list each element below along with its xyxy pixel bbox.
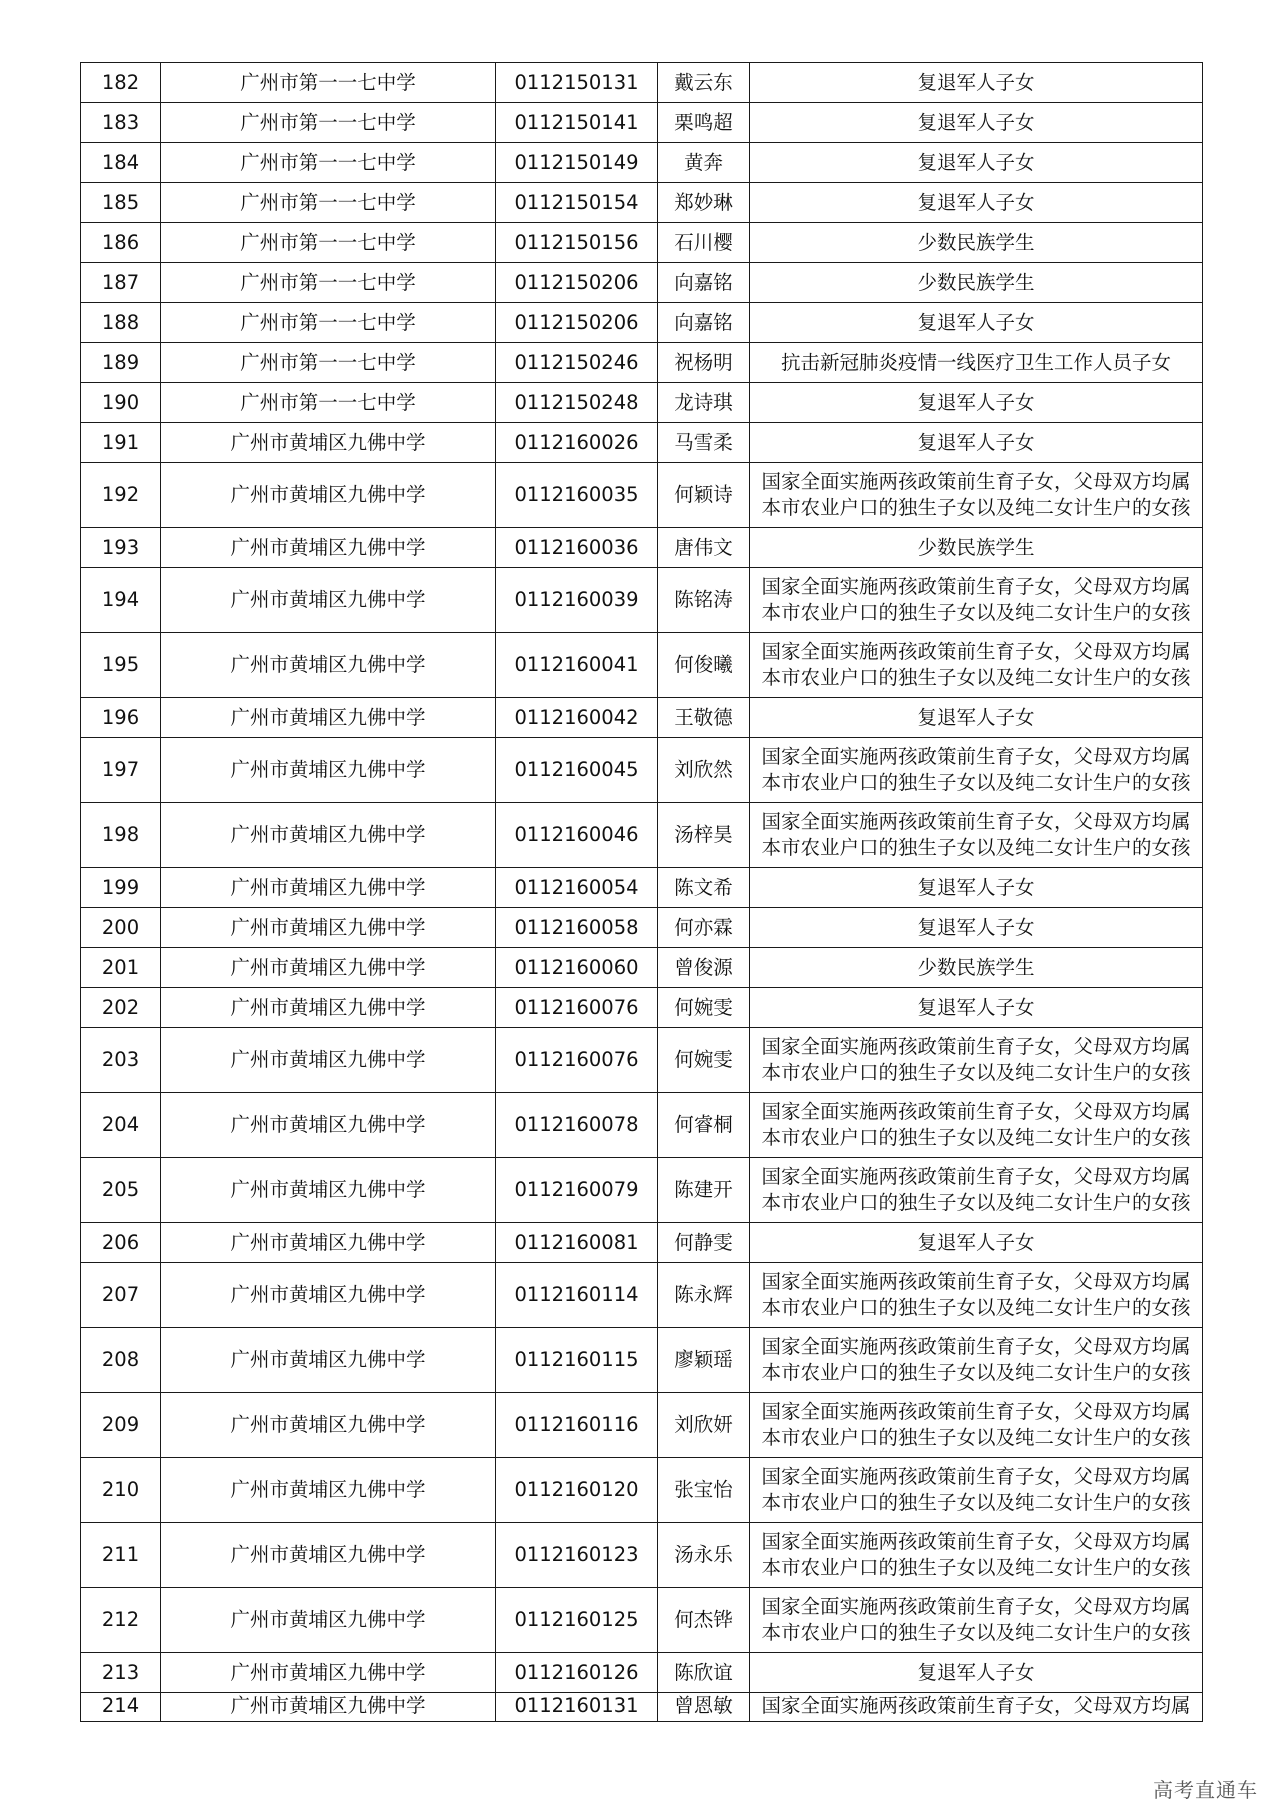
category-cell: 国家全面实施两孩政策前生育子女，父母双方均属本市农业户口的独生子女以及纯二女计生户的女孩 <box>750 1028 1203 1093</box>
row-number-cell: 198 <box>81 803 161 868</box>
student-name-cell: 汤永乐 <box>658 1523 750 1588</box>
school-cell: 广州市黄埔区九佛中学 <box>161 1093 496 1158</box>
exam-id-cell: 0112150156 <box>496 223 658 263</box>
student-name-cell: 陈建开 <box>658 1158 750 1223</box>
exam-id-cell: 0112160076 <box>496 988 658 1028</box>
exam-id-cell: 0112150206 <box>496 303 658 343</box>
exam-id-cell: 0112160054 <box>496 868 658 908</box>
student-name-cell: 陈铭涛 <box>658 568 750 633</box>
exam-id-cell: 0112150206 <box>496 263 658 303</box>
row-number-cell: 194 <box>81 568 161 633</box>
row-number-cell: 213 <box>81 1653 161 1693</box>
exam-id-cell: 0112160026 <box>496 423 658 463</box>
category-cell: 复退军人子女 <box>750 183 1203 223</box>
category-cell: 复退军人子女 <box>750 303 1203 343</box>
table-row <box>81 908 1203 948</box>
table-row <box>81 1653 1203 1693</box>
category-cell: 抗击新冠肺炎疫情一线医疗卫生工作人员子女 <box>750 343 1203 383</box>
school-cell: 广州市黄埔区九佛中学 <box>161 568 496 633</box>
category-cell: 复退军人子女 <box>750 698 1203 738</box>
student-name-cell: 陈文希 <box>658 868 750 908</box>
category-cell: 国家全面实施两孩政策前生育子女，父母双方均属本市农业户口的独生子女以及纯二女计生户的女孩 <box>750 1093 1203 1158</box>
school-cell: 广州市第一一七中学 <box>161 143 496 183</box>
table-row <box>81 1458 1203 1523</box>
row-number-cell: 189 <box>81 343 161 383</box>
student-name-cell: 向嘉铭 <box>658 263 750 303</box>
table-row <box>81 698 1203 738</box>
school-cell: 广州市黄埔区九佛中学 <box>161 803 496 868</box>
school-cell: 广州市黄埔区九佛中学 <box>161 698 496 738</box>
exam-id-cell: 0112160115 <box>496 1328 658 1393</box>
table-row <box>81 63 1203 103</box>
school-cell: 广州市黄埔区九佛中学 <box>161 1523 496 1588</box>
category-cell: 复退军人子女 <box>750 143 1203 183</box>
table-row <box>81 1223 1203 1263</box>
row-number-cell: 195 <box>81 633 161 698</box>
school-cell: 广州市第一一七中学 <box>161 303 496 343</box>
student-name-cell: 陈永辉 <box>658 1263 750 1328</box>
table-row <box>81 383 1203 423</box>
student-name-cell: 唐伟文 <box>658 528 750 568</box>
table-row <box>81 143 1203 183</box>
exam-id-cell: 0112160076 <box>496 1028 658 1093</box>
exam-id-cell: 0112160078 <box>496 1093 658 1158</box>
category-cell: 国家全面实施两孩政策前生育子女，父母双方均属本市农业户口的独生子女以及纯二女计生户的女孩 <box>750 1523 1203 1588</box>
school-cell: 广州市第一一七中学 <box>161 383 496 423</box>
exam-id-cell: 0112150149 <box>496 143 658 183</box>
table-body <box>81 63 1203 1722</box>
exam-id-cell: 0112160042 <box>496 698 658 738</box>
student-name-cell: 戴云东 <box>658 63 750 103</box>
student-name-cell: 何颖诗 <box>658 463 750 528</box>
category-cell: 国家全面实施两孩政策前生育子女，父母双方均属本市农业户口的独生子女以及纯二女计生户的女孩 <box>750 1393 1203 1458</box>
row-number-cell: 204 <box>81 1093 161 1158</box>
student-name-cell: 何俊曦 <box>658 633 750 698</box>
student-name-cell: 栗鸣超 <box>658 103 750 143</box>
exam-id-cell: 0112150154 <box>496 183 658 223</box>
student-name-cell: 向嘉铭 <box>658 303 750 343</box>
exam-id-cell: 0112160116 <box>496 1393 658 1458</box>
row-number-cell: 214 <box>81 1693 161 1722</box>
category-cell: 复退军人子女 <box>750 988 1203 1028</box>
row-number-cell: 207 <box>81 1263 161 1328</box>
row-number-cell: 209 <box>81 1393 161 1458</box>
row-number-cell: 205 <box>81 1158 161 1223</box>
exam-id-cell: 0112160120 <box>496 1458 658 1523</box>
table-row <box>81 1693 1203 1722</box>
student-name-cell: 石川樱 <box>658 223 750 263</box>
student-name-cell: 何婉雯 <box>658 988 750 1028</box>
student-name-cell: 祝杨明 <box>658 343 750 383</box>
student-name-cell: 汤梓昊 <box>658 803 750 868</box>
school-cell: 广州市黄埔区九佛中学 <box>161 633 496 698</box>
school-cell: 广州市第一一七中学 <box>161 63 496 103</box>
row-number-cell: 200 <box>81 908 161 948</box>
row-number-cell: 185 <box>81 183 161 223</box>
row-number-cell: 199 <box>81 868 161 908</box>
category-cell: 复退军人子女 <box>750 908 1203 948</box>
category-cell: 国家全面实施两孩政策前生育子女，父母双方均属本市农业户口的独生子女以及纯二女计生户的女孩 <box>750 738 1203 803</box>
category-cell: 国家全面实施两孩政策前生育子女，父母双方均属本市农业户口的独生子女以及纯二女计生户的女孩 <box>750 1158 1203 1223</box>
exam-id-cell: 0112160046 <box>496 803 658 868</box>
table-row <box>81 1028 1203 1093</box>
school-cell: 广州市第一一七中学 <box>161 263 496 303</box>
table-row <box>81 1393 1203 1458</box>
exam-id-cell: 0112160035 <box>496 463 658 528</box>
school-cell: 广州市第一一七中学 <box>161 103 496 143</box>
student-name-cell: 何婉雯 <box>658 1028 750 1093</box>
row-number-cell: 208 <box>81 1328 161 1393</box>
student-name-cell: 龙诗琪 <box>658 383 750 423</box>
exam-id-cell: 0112160131 <box>496 1693 658 1722</box>
row-number-cell: 182 <box>81 63 161 103</box>
table-row <box>81 103 1203 143</box>
school-cell: 广州市黄埔区九佛中学 <box>161 1158 496 1223</box>
school-cell: 广州市第一一七中学 <box>161 343 496 383</box>
school-cell: 广州市黄埔区九佛中学 <box>161 908 496 948</box>
table-row <box>81 1263 1203 1328</box>
row-number-cell: 211 <box>81 1523 161 1588</box>
row-number-cell: 184 <box>81 143 161 183</box>
student-name-cell: 陈欣谊 <box>658 1653 750 1693</box>
school-cell: 广州市黄埔区九佛中学 <box>161 1223 496 1263</box>
category-cell: 国家全面实施两孩政策前生育子女，父母双方均属本市农业户口的独生子女以及纯二女计生户的女孩 <box>750 633 1203 698</box>
row-number-cell: 206 <box>81 1223 161 1263</box>
student-name-cell: 何杰铧 <box>658 1588 750 1653</box>
category-cell: 复退军人子女 <box>750 63 1203 103</box>
category-cell: 复退军人子女 <box>750 1223 1203 1263</box>
row-number-cell: 203 <box>81 1028 161 1093</box>
row-number-cell: 197 <box>81 738 161 803</box>
category-cell: 复退军人子女 <box>750 383 1203 423</box>
exam-id-cell: 0112160045 <box>496 738 658 803</box>
category-cell: 复退军人子女 <box>750 103 1203 143</box>
table-row <box>81 633 1203 698</box>
category-cell: 复退军人子女 <box>750 423 1203 463</box>
table-row <box>81 463 1203 528</box>
exam-id-cell: 0112160058 <box>496 908 658 948</box>
row-number-cell: 187 <box>81 263 161 303</box>
table-row <box>81 528 1203 568</box>
school-cell: 广州市黄埔区九佛中学 <box>161 988 496 1028</box>
table-row <box>81 343 1203 383</box>
table-row <box>81 1093 1203 1158</box>
student-list-table <box>80 62 1203 1722</box>
school-cell: 广州市第一一七中学 <box>161 183 496 223</box>
row-number-cell: 196 <box>81 698 161 738</box>
row-number-cell: 210 <box>81 1458 161 1523</box>
category-cell: 少数民族学生 <box>750 263 1203 303</box>
exam-id-cell: 0112160036 <box>496 528 658 568</box>
category-cell: 国家全面实施两孩政策前生育子女，父母双方均属本市农业户口的独生子女以及纯二女计生户的女孩 <box>750 463 1203 528</box>
row-number-cell: 191 <box>81 423 161 463</box>
table-row <box>81 1328 1203 1393</box>
school-cell: 广州市黄埔区九佛中学 <box>161 528 496 568</box>
category-cell: 国家全面实施两孩政策前生育子女，父母双方均属本市农业户口的独生子女以及纯二女计生户的女孩 <box>750 1588 1203 1653</box>
student-name-cell: 刘欣然 <box>658 738 750 803</box>
school-cell: 广州市黄埔区九佛中学 <box>161 868 496 908</box>
exam-id-cell: 0112160041 <box>496 633 658 698</box>
school-cell: 广州市黄埔区九佛中学 <box>161 1328 496 1393</box>
table-row <box>81 738 1203 803</box>
row-number-cell: 212 <box>81 1588 161 1653</box>
table-row <box>81 183 1203 223</box>
table-row <box>81 568 1203 633</box>
row-number-cell: 202 <box>81 988 161 1028</box>
table-row <box>81 803 1203 868</box>
school-cell: 广州市黄埔区九佛中学 <box>161 1588 496 1653</box>
student-name-cell: 刘欣妍 <box>658 1393 750 1458</box>
school-cell: 广州市黄埔区九佛中学 <box>161 463 496 528</box>
school-cell: 广州市黄埔区九佛中学 <box>161 948 496 988</box>
row-number-cell: 190 <box>81 383 161 423</box>
exam-id-cell: 0112160126 <box>496 1653 658 1693</box>
exam-id-cell: 0112150141 <box>496 103 658 143</box>
school-cell: 广州市黄埔区九佛中学 <box>161 1693 496 1722</box>
student-name-cell: 廖颖瑶 <box>658 1328 750 1393</box>
row-number-cell: 188 <box>81 303 161 343</box>
table-row <box>81 948 1203 988</box>
student-name-cell: 张宝怡 <box>658 1458 750 1523</box>
row-number-cell: 201 <box>81 948 161 988</box>
row-number-cell: 192 <box>81 463 161 528</box>
student-name-cell: 郑妙琳 <box>658 183 750 223</box>
student-name-cell: 何静雯 <box>658 1223 750 1263</box>
exam-id-cell: 0112150248 <box>496 383 658 423</box>
category-cell: 国家全面实施两孩政策前生育子女，父母双方均属本市农业户口的独生子女以及纯二女计生户的女孩 <box>750 803 1203 868</box>
category-cell: 复退军人子女 <box>750 1653 1203 1693</box>
table-row <box>81 263 1203 303</box>
student-name-cell: 曾恩敏 <box>658 1693 750 1722</box>
student-name-cell: 何睿桐 <box>658 1093 750 1158</box>
category-cell: 国家全面实施两孩政策前生育子女，父母双方均属本市农业户口的独生子女以及纯二女计生户的女孩 <box>750 1458 1203 1523</box>
table-row <box>81 868 1203 908</box>
category-cell: 国家全面实施两孩政策前生育子女，父母双方均属本市农业户口的独生子女以及纯二女计生户的女孩 <box>750 1263 1203 1328</box>
exam-id-cell: 0112160125 <box>496 1588 658 1653</box>
table-row <box>81 1523 1203 1588</box>
category-cell: 少数民族学生 <box>750 528 1203 568</box>
school-cell: 广州市黄埔区九佛中学 <box>161 1263 496 1328</box>
school-cell: 广州市黄埔区九佛中学 <box>161 423 496 463</box>
category-cell: 复退军人子女 <box>750 868 1203 908</box>
table-row <box>81 423 1203 463</box>
exam-id-cell: 0112160039 <box>496 568 658 633</box>
school-cell: 广州市黄埔区九佛中学 <box>161 1393 496 1458</box>
school-cell: 广州市黄埔区九佛中学 <box>161 1458 496 1523</box>
category-cell: 国家全面实施两孩政策前生育子女，父母双方均属本市农业户口的独生子女以及纯二女计生户的女孩 <box>750 568 1203 633</box>
school-cell: 广州市黄埔区九佛中学 <box>161 1653 496 1693</box>
table-row <box>81 223 1203 263</box>
row-number-cell: 183 <box>81 103 161 143</box>
exam-id-cell: 0112150131 <box>496 63 658 103</box>
exam-id-cell: 0112160060 <box>496 948 658 988</box>
table-row <box>81 1158 1203 1223</box>
student-name-cell: 黄奔 <box>658 143 750 183</box>
exam-id-cell: 0112160114 <box>496 1263 658 1328</box>
table-row <box>81 988 1203 1028</box>
exam-id-cell: 0112160123 <box>496 1523 658 1588</box>
school-cell: 广州市黄埔区九佛中学 <box>161 1028 496 1093</box>
table-row <box>81 303 1203 343</box>
table-row <box>81 1588 1203 1653</box>
exam-id-cell: 0112150246 <box>496 343 658 383</box>
student-name-cell: 何亦霖 <box>658 908 750 948</box>
row-number-cell: 186 <box>81 223 161 263</box>
row-number-cell: 193 <box>81 528 161 568</box>
student-name-cell: 王敬德 <box>658 698 750 738</box>
exam-id-cell: 0112160081 <box>496 1223 658 1263</box>
category-cell: 少数民族学生 <box>750 948 1203 988</box>
watermark: 高考直通车 <box>1153 1778 1258 1802</box>
category-cell: 国家全面实施两孩政策前生育子女，父母双方均属本市农业户口的独生子女以及纯二女计生户的女孩 <box>750 1328 1203 1393</box>
exam-id-cell: 0112160079 <box>496 1158 658 1223</box>
school-cell: 广州市黄埔区九佛中学 <box>161 738 496 803</box>
category-cell: 少数民族学生 <box>750 223 1203 263</box>
student-name-cell: 曾俊源 <box>658 948 750 988</box>
category-cell: 国家全面实施两孩政策前生育子女，父母双方均属 <box>750 1693 1203 1722</box>
student-name-cell: 马雪柔 <box>658 423 750 463</box>
school-cell: 广州市第一一七中学 <box>161 223 496 263</box>
